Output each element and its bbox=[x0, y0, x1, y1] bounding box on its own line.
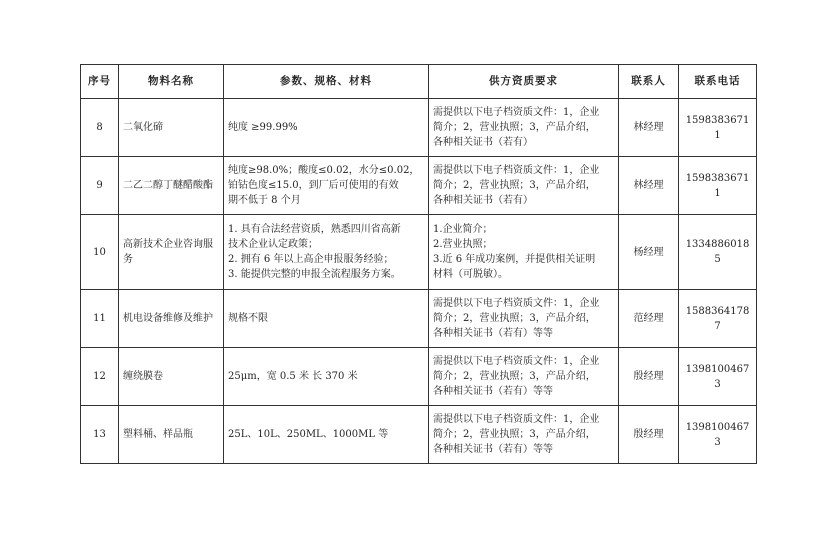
row-spec bbox=[224, 157, 429, 215]
row-material-name: 二氧化碲 bbox=[119, 99, 224, 157]
req-line: 需提供以下电子档资质文件：1，企业 bbox=[433, 356, 600, 367]
materials-table bbox=[80, 64, 757, 464]
row-material-name: 高新技术企业咨询服务 bbox=[119, 215, 224, 290]
req-line: 简介；2，营业执照；3，产品介绍， bbox=[433, 122, 596, 133]
header-material-name: 物料名称 bbox=[119, 65, 224, 99]
req-line: 简介；2，营业执照；3，产品介绍， bbox=[433, 180, 596, 191]
row-spec bbox=[224, 99, 429, 157]
spec-line: 纯度≥98.0%；酸度≤0.02，水分≤0.02， bbox=[228, 165, 420, 176]
row-contact: 范经理 bbox=[619, 290, 679, 348]
spec-line: 纯度 ≥99.99% bbox=[228, 122, 298, 133]
spec-line: 铂钴色度≤15.0，到厂后可使用的有效 bbox=[228, 180, 399, 191]
spec-line: 2. 拥有 6 年以上高企申报服务经验； bbox=[228, 254, 394, 265]
row-no: 13 bbox=[81, 406, 119, 464]
req-line: 各种相关证书（若有）等等 bbox=[433, 386, 553, 397]
row-phone: 15883641787 bbox=[679, 290, 757, 348]
table-row bbox=[81, 348, 757, 406]
row-material-name: 二乙二醇丁醚醋酸酯 bbox=[119, 157, 224, 215]
row-spec bbox=[224, 348, 429, 406]
row-phone: 13981004673 bbox=[679, 348, 757, 406]
row-contact: 殷经理 bbox=[619, 348, 679, 406]
table-row bbox=[81, 215, 757, 290]
req-line: 简介；2，营业执照；3，产品介绍， bbox=[433, 313, 596, 324]
table-header-row bbox=[81, 65, 757, 99]
req-line: 需提供以下电子档资质文件：1，企业 bbox=[433, 165, 600, 176]
row-requirements bbox=[429, 99, 619, 157]
header-contact: 联系人 bbox=[619, 65, 679, 99]
row-contact: 杨经理 bbox=[619, 215, 679, 290]
req-line: 需提供以下电子档资质文件：1，企业 bbox=[433, 298, 600, 309]
table-row bbox=[81, 290, 757, 348]
req-line: 需提供以下电子档资质文件：1，企业 bbox=[433, 107, 600, 118]
row-phone: 15983836711 bbox=[679, 99, 757, 157]
table-row bbox=[81, 157, 757, 215]
header-no: 序号 bbox=[81, 65, 119, 99]
req-line: 各种相关证书（若有）等等 bbox=[433, 328, 553, 339]
req-line: 2.营业执照； bbox=[433, 239, 493, 250]
row-requirements bbox=[429, 348, 619, 406]
row-contact: 林经理 bbox=[619, 157, 679, 215]
header-phone: 联系电话 bbox=[679, 65, 757, 99]
row-no: 8 bbox=[81, 99, 119, 157]
row-spec bbox=[224, 290, 429, 348]
req-line: 材料（可脱敏）。 bbox=[433, 269, 508, 280]
row-no: 9 bbox=[81, 157, 119, 215]
req-line: 各种相关证书（若有） bbox=[433, 137, 533, 148]
spec-line: 3. 能提供完整的申报全流程服务方案。 bbox=[228, 269, 401, 280]
row-requirements bbox=[429, 406, 619, 464]
spec-line: 规格不限 bbox=[228, 313, 268, 324]
req-line: 3.近 6 年成功案例，并提供相关证明 bbox=[433, 254, 596, 265]
row-material-name: 机电设备维修及维护 bbox=[119, 290, 224, 348]
row-contact: 殷经理 bbox=[619, 406, 679, 464]
row-no: 10 bbox=[81, 215, 119, 290]
row-spec bbox=[224, 406, 429, 464]
row-material-name: 塑料桶、样品瓶 bbox=[119, 406, 224, 464]
row-requirements bbox=[429, 215, 619, 290]
row-requirements bbox=[429, 157, 619, 215]
req-line: 简介；2，营业执照；3，产品介绍， bbox=[433, 429, 596, 440]
row-requirements bbox=[429, 290, 619, 348]
header-supplier-requirements: 供方资质要求 bbox=[429, 65, 619, 99]
spec-line: 期不低于 8 个月 bbox=[228, 195, 301, 206]
req-line: 简介；2，营业执照；3，产品介绍， bbox=[433, 371, 596, 382]
row-no: 11 bbox=[81, 290, 119, 348]
spec-line: 技术企业认定政策； bbox=[228, 239, 318, 250]
row-no: 12 bbox=[81, 348, 119, 406]
req-line: 1.企业简介； bbox=[433, 224, 493, 235]
row-phone: 15983836711 bbox=[679, 157, 757, 215]
row-spec bbox=[224, 215, 429, 290]
table-row bbox=[81, 99, 757, 157]
spec-line: 25L、10L、250ML、1000ML 等 bbox=[228, 429, 389, 440]
spec-line: 25μm，宽 0.5 米 长 370 米 bbox=[228, 371, 358, 382]
spec-line: 1. 具有合法经营资质，熟悉四川省高新 bbox=[228, 224, 401, 235]
table-row bbox=[81, 406, 757, 464]
row-material-name: 缠绕膜卷 bbox=[119, 348, 224, 406]
req-line: 需提供以下电子档资质文件：1，企业 bbox=[433, 414, 600, 425]
req-line: 各种相关证书（若有）等等 bbox=[433, 444, 553, 455]
header-spec: 参数、规格、材料 bbox=[224, 65, 429, 99]
row-phone: 13348860185 bbox=[679, 215, 757, 290]
row-phone: 13981004673 bbox=[679, 406, 757, 464]
row-contact: 林经理 bbox=[619, 99, 679, 157]
req-line: 各种相关证书（若有） bbox=[433, 195, 533, 206]
